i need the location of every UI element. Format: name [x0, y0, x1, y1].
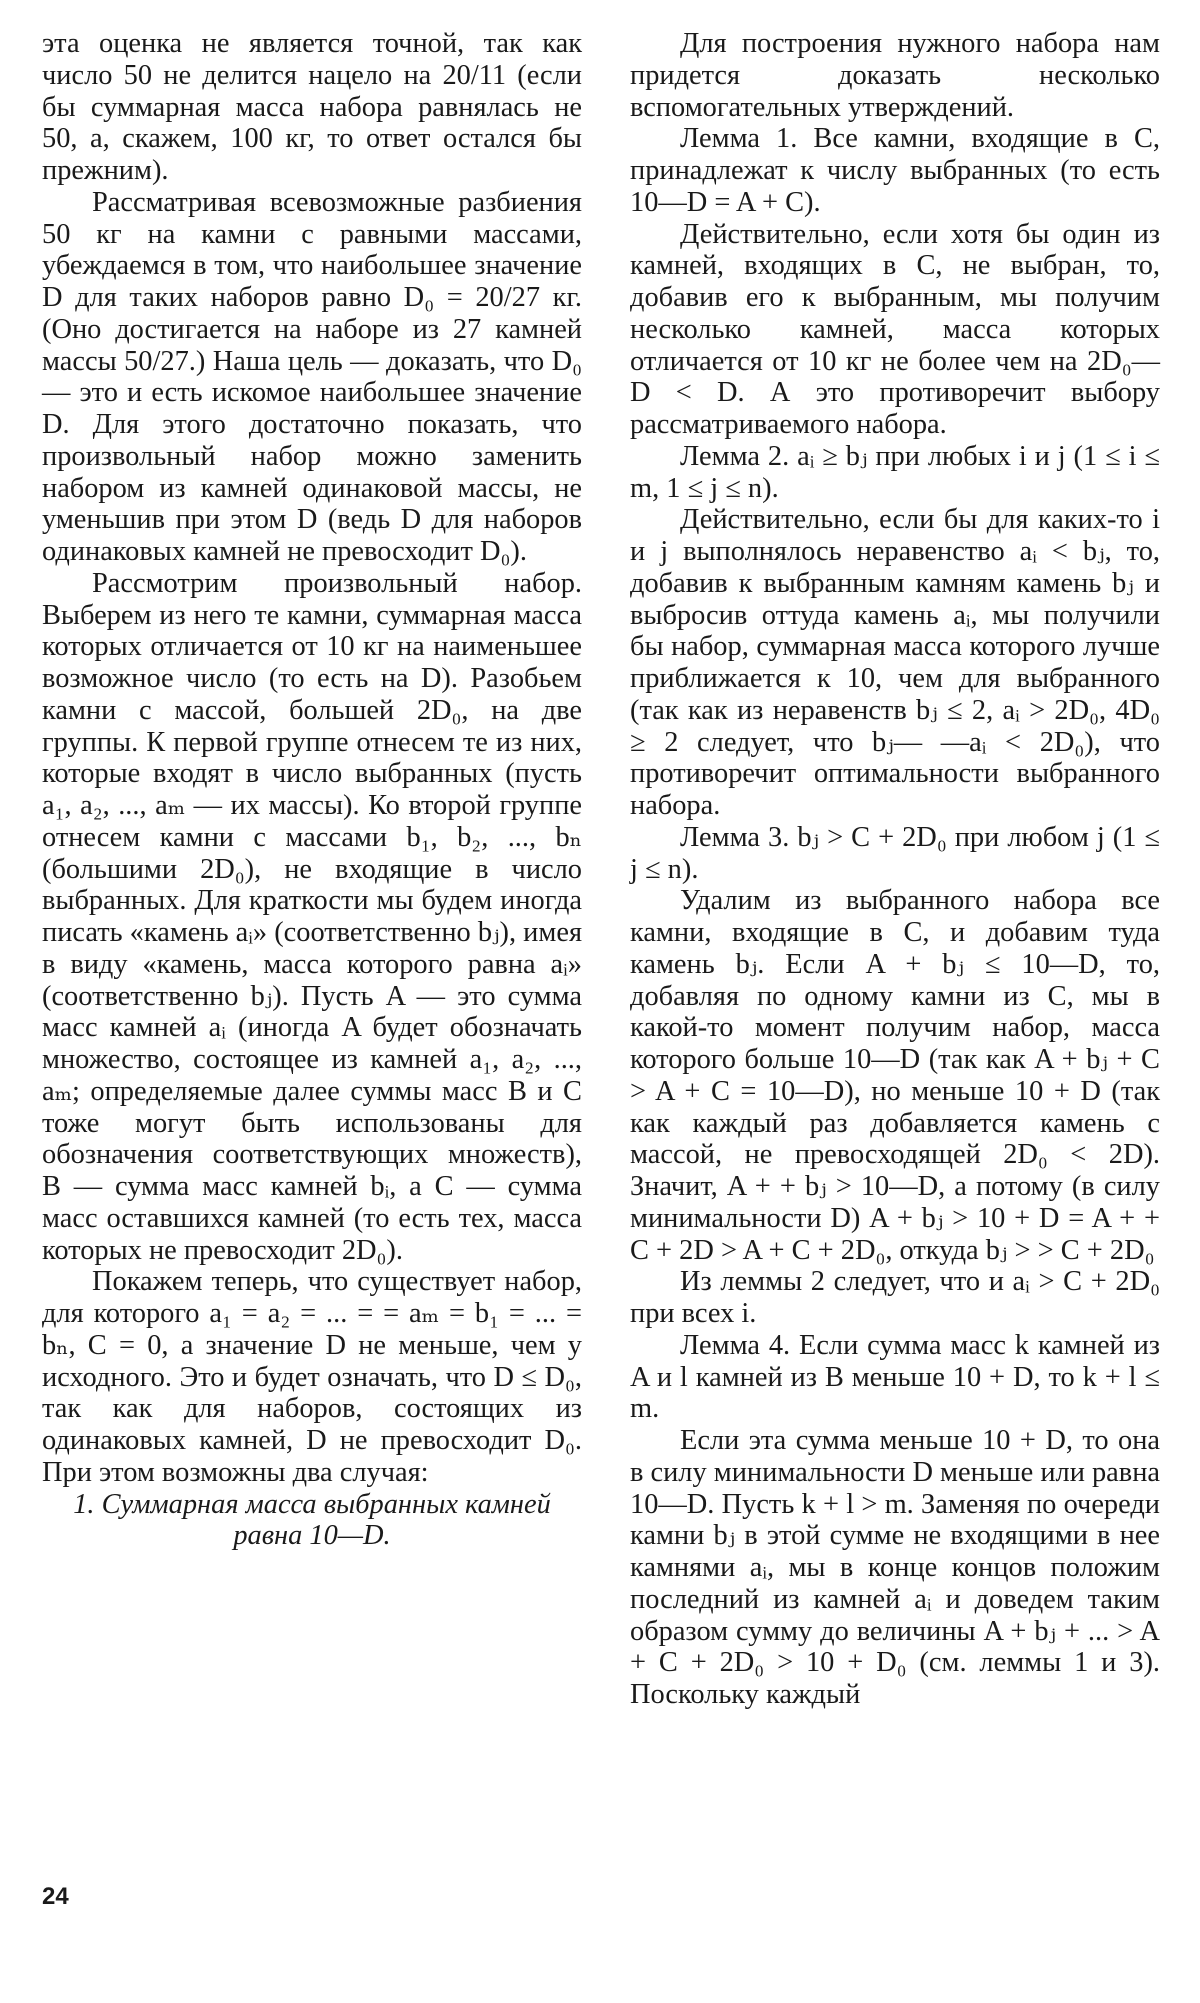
paragraph: Покажем теперь, что существует набор, для которого a₁ = a₂ = ... = = aₘ = b₁ = ... = bₙ, C = 0, а значение D не меньше, чем у исходного. Это и будет означать, что D ≤ D₀, так как для наборов, состоящих из одинаковых камней, D не превосходит D₀. При этом возможны два случая:	[42, 1266, 582, 1488]
paragraph: Действительно, если бы для каких-то i и j выполнялось неравенство aᵢ < bⱼ, то, добавив к выбранным камням камень bⱼ и выбросив оттуда камень aᵢ, мы получили бы набор, суммарная масса которого лучше приближается к 10, чем для выбранного (так как из неравенств bⱼ ≤ 2, aᵢ > 2D₀, 4D₀ ≥ 2 следует, что bⱼ— —aᵢ < 2D₀), что противоречит оптимальности выбранного набора.	[630, 504, 1160, 821]
paragraph: Для построения нужного набора нам придется доказать несколько вспомогательных утверждений.	[630, 28, 1160, 123]
paragraph: Из леммы 2 следует, что и aᵢ > C + 2D₀ при всех i.	[630, 1266, 1160, 1329]
lemma-4: Лемма 4. Если сумма масс k камней из A и l камней из B меньше 10 + D, то k + l ≤ m.	[630, 1329, 1160, 1425]
case-heading: 1. Суммарная масса выбранных камней равна 10—D.	[73, 1488, 551, 1552]
left-column	[42, 28, 582, 1552]
lemma-2: Лемма 2. aᵢ ≥ bⱼ при любых i и j (1 ≤ i ≤ m, 1 ≤ j ≤ n).	[630, 440, 1160, 504]
paragraph: Действительно, если хотя бы один из камней, входящих в C, не выбран, то, добавив его к выбранным, мы получим несколько камней, масса которых отличается от 10 кг не более чем на 2D₀—D < D. А это противоречит выбору рассматриваемого набора.	[630, 218, 1160, 440]
paragraph: Если эта сумма меньше 10 + D, то она в силу минимальности D меньше или равна 10—D. Пусть k + l > m. Заменяя по очереди камни bⱼ в этой сумме не входящими в нее камнями aᵢ, мы в конце концов положим последний из камней aᵢ и доведем таким образом сумму до величины A + bⱼ + ... > A + C + 2D₀ > 10 + D₀ (см. леммы 1 и 3). Поскольку каждый	[630, 1425, 1160, 1710]
paragraph: Рассматривая всевозможные разбиения 50 кг на камни с равными массами, убеждаемся в том, что наибольшее значение D для таких наборов равно D₀ = 20/27 кг. (Оно достигается на наборе из 27 камней массы 50/27.) Наша цель — доказать, что D₀ — это и есть искомое наибольшее значение D. Для этого достаточно показать, что произвольный набор можно заменить набором из камней одинаковой массы, не уменьшив при этом D (ведь D для наборов одинаковых камней не превосходит D₀).	[42, 186, 582, 567]
right-column	[630, 28, 1160, 1711]
lemma-1: Лемма 1. Все камни, входящие в C, принадлежат к числу выбранных (то есть 10—D = A + C).	[630, 123, 1160, 218]
paragraph: Рассмотрим произвольный набор. Выберем из него те камни, суммарная масса которых отличается от 10 кг на наименьшее возможное число (то есть на D). Разобьем камни с массой, большей 2D₀, на две группы. К первой группе отнесем те из них, которые входят в число выбранных (пусть a₁, a₂, ..., aₘ — их массы). Ко второй группе отнесем камни с массами b₁, b₂, ..., bₙ (большими 2D₀), не входящие в число выбранных. Для краткости мы будем иногда писать «камень aᵢ» (соответственно bⱼ), имея в виду «камень, масса которого равна aᵢ» (соответственно bⱼ). Пусть A — это сумма масс камней aᵢ (иногда A будет обозначать множество, состоящее из камней a₁, a₂, ..., aₘ; определяемые далее суммы масс B и C тоже могут быть использованы для обозначения соответствующих множеств), B — сумма масс камней bᵢ, а C — сумма масс оставшихся камней (то есть тех, масса которых не превосходит 2D₀).	[42, 567, 582, 1266]
page-number: 24	[42, 1883, 69, 1910]
lemma-3: Лемма 3. bⱼ > C + 2D₀ при любом j (1 ≤ j ≤ n).	[630, 821, 1160, 885]
paragraph: Удалим из выбранного набора все камни, входящие в C, и добавим туда камень bⱼ. Если A + bⱼ ≤ 10—D, то, добавляя по одному камни из C, мы в какой-то момент получим набор, масса которого больше 10—D (так как A + bⱼ + C > A + C = 10—D), но меньше 10 + D (так как каждый раз добавляется камень с массой, не превосходящей 2D₀ < 2D). Значит, A + + bⱼ > 10—D, а потому (в силу минимальности D) A + bⱼ > 10 + D = A + + C + 2D > A + C + 2D₀, откуда bⱼ > > C + 2D₀	[630, 885, 1160, 1266]
paragraph: эта оценка не является точной, так как число 50 не делится нацело на 20/11 (если бы суммарная масса набора равнялась не 50, а, скажем, 100 кг, то ответ остался бы прежним).	[42, 28, 582, 186]
